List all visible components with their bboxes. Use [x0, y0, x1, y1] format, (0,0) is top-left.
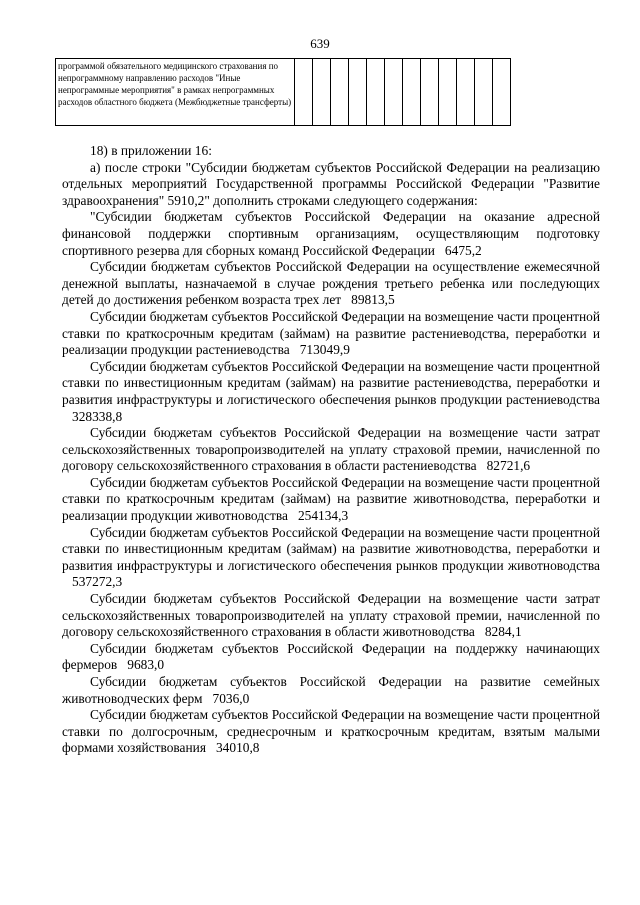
subsidy-text: Субсидии бюджетам субъектов Российской Федерации на возмещение части процентной ставки по краткосрочным кредитам (займам) на развитие животноводства, переработки и реализации продукции животноводства — [62, 474, 600, 524]
section-heading: 18) в приложении 16: — [90, 143, 212, 158]
subsidy-item — [62, 425, 600, 475]
subsidy-item — [62, 475, 600, 525]
subsidy-text: Субсидии бюджетам субъектов Российской Федерации на поддержку начинающих фермеров — [62, 640, 600, 673]
subsidy-text: Субсидии бюджетам субъектов Российской Федерации на осуществление ежемесячной денежной выплаты, назначаемой в случае рождения третьего ребенка или последующих детей до достижения ребенком возраста трех лет — [62, 259, 600, 308]
budget-table-fragment — [55, 58, 511, 126]
table-cell-empty — [421, 59, 439, 126]
subsidy-item — [62, 259, 600, 309]
table-cell-description: программой обязательного медицинского страхования по непрограммному направлению расходов "Иные непрограммные мероприятия" в рамках непрограммных расходов областного бюджета (Межбюджетные трансферты) — [56, 59, 295, 126]
subsidy-value: 8284,1 — [484, 624, 522, 640]
table-cell-empty — [403, 59, 421, 126]
intro-paragraph: а) после строки "Субсидии бюджетам субъектов Российской Федерации на реализацию отдельных мероприятий Государственной программы Российской Федерации "Развитие здравоохранения" 5910,2" дополнить строками следующего содержания: — [62, 159, 600, 208]
subsidy-text: Субсидии бюджетам субъектов Российской Федерации на возмещение части процентной ставки по инвестиционным кредитам (займам) на развитие растениеводства, переработки и развития инфраструктуры и логистического обеспечения рынков продукции растениеводства — [62, 358, 600, 407]
subsidy-value: 82721,6 — [486, 458, 531, 474]
table-cell-empty — [493, 59, 511, 126]
subsidy-item — [62, 209, 600, 259]
subsidy-value: 537272,3 — [72, 574, 123, 590]
table-cell-empty — [367, 59, 385, 126]
subsidy-item — [62, 641, 600, 674]
subsidy-text: Субсидии бюджетам субъектов Российской Федерации на возмещение части затрат сельскохозяйственных товаропроизводителей на уплату страховой премии, начисленной по договору сельскохозяйственного страхования в области растениеводства — [62, 425, 600, 474]
subsidy-value: 7036,0 — [212, 690, 250, 706]
subsidy-value: 89813,5 — [351, 292, 395, 308]
subsidy-item — [62, 525, 600, 591]
table-cell-empty — [349, 59, 367, 126]
subsidy-value: 34010,8 — [215, 740, 260, 756]
table-row — [56, 59, 511, 126]
table-cell-empty — [439, 59, 457, 126]
subsidy-item — [62, 591, 600, 641]
table-cell-empty — [385, 59, 403, 126]
table-cell-empty — [313, 59, 331, 126]
table-cell-empty — [331, 59, 349, 126]
page-number: 639 — [310, 36, 330, 51]
subsidy-text: "Субсидии бюджетам субъектов Российской Федерации на оказание адресной финансовой поддержки спортивным организациям, осуществляющим подготовку спортивного резерва для сборных команд Российской Федерации — [62, 209, 600, 258]
table-cell-empty — [457, 59, 475, 126]
subsidy-item — [62, 359, 600, 425]
subsidy-text: Субсидии бюджетам субъектов Российской Федерации на возмещение части процентной ставки по долгосрочным, среднесрочным и краткосрочным кредитам, взятым малыми формами хозяйствования — [62, 707, 600, 756]
subsidy-value: 9683,0 — [127, 657, 165, 673]
subsidy-text: Субсидии бюджетам субъектов Российской Федерации на возмещение части затрат сельскохозяйственных товаропроизводителей на уплату страховой премии, начисленной по договору сельскохозяйственного страхования в области животноводства — [62, 591, 600, 640]
document-body — [62, 143, 600, 757]
table-cell-empty — [475, 59, 493, 126]
subsidy-value: 254134,3 — [297, 508, 349, 524]
table-cell-empty — [295, 59, 313, 126]
subsidy-text: Субсидии бюджетам субъектов Российской Федерации на развитие семейных животноводческих ферм — [62, 674, 600, 706]
subsidy-item — [62, 674, 600, 707]
subsidy-item — [62, 707, 600, 757]
subsidy-text: Субсидии бюджетам субъектов Российской Федерации на возмещение части процентной ставки по краткосрочным кредитам (займам) на развитие растениеводства, переработки и реализации продукции растениеводства — [62, 308, 600, 358]
subsidy-value: 713049,9 — [299, 342, 350, 358]
subsidy-value: 6475,2 — [444, 242, 482, 258]
subsidy-text: Субсидии бюджетам субъектов Российской Федерации на возмещение части процентной ставки по инвестиционным кредитам (займам) на развитие животноводства, переработки и развития инфраструктуры и логистического обеспечения рынков продукции животноводства — [62, 524, 600, 573]
subsidy-value: 328338,8 — [72, 408, 123, 424]
subsidy-item — [62, 309, 600, 359]
